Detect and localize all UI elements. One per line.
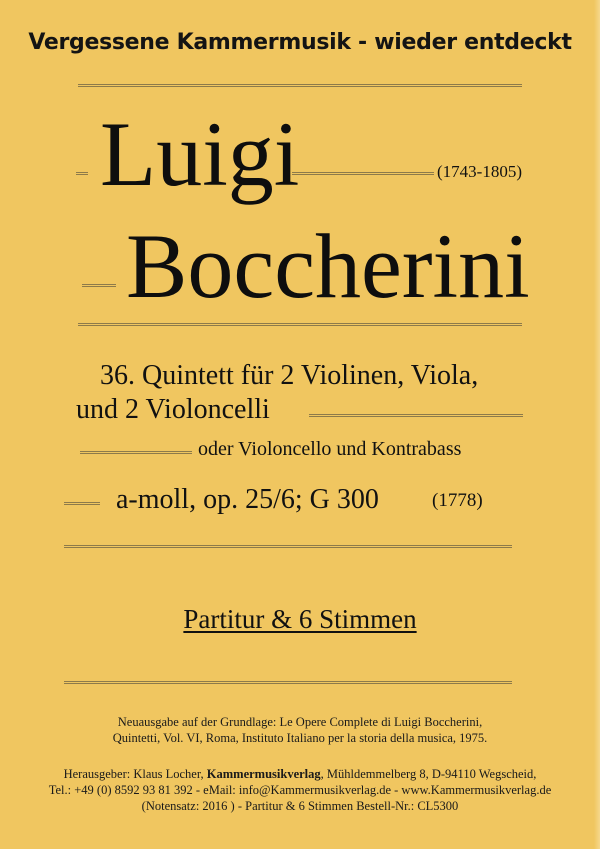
source-note-line2: Quintetti, Vol. VI, Roma, Instituto Italiano per la storia della musica, 1975. <box>112 731 488 745</box>
divider-rule <box>80 451 192 454</box>
divider-rule <box>82 284 116 287</box>
work-title-line3: oder Violoncello und Kontrabass <box>198 438 462 460</box>
series-title: Vergessene Kammermusik - wieder entdeckt <box>28 30 572 55</box>
divider-rule <box>64 681 512 684</box>
work-key-opus: a-moll, op. 25/6; G 300 <box>116 484 379 515</box>
work-title-line2: und 2 Violoncelli <box>76 394 270 425</box>
divider-rule <box>309 414 523 417</box>
divider-rule <box>78 84 522 87</box>
publisher-order-info: (Notensatz: 2016 ) - Partitur & 6 Stimmen Bestell-Nr.: CL5300 <box>141 799 459 813</box>
divider-rule <box>78 323 522 326</box>
composer-first-name: Luigi <box>100 103 300 205</box>
edition-type: Partitur & 6 Stimmen <box>183 604 417 634</box>
divider-rule <box>76 172 88 175</box>
publisher-line1 <box>0 766 600 782</box>
source-note-line1: Neuausgabe auf der Grundlage: Le Opere Complete di Luigi Boccherini, <box>117 715 483 729</box>
divider-rule <box>64 502 100 505</box>
publisher-address: , Mühldemmelberg 8, D-94110 Wegscheid, <box>320 767 537 781</box>
work-year: (1778) <box>432 490 483 511</box>
work-title-line1: 36. Quintett für 2 Violinen, Viola, <box>100 360 479 391</box>
publisher-contact: Tel.: +49 (0) 8592 93 81 392 - eMail: info@Kammermusikverlag.de - www.Kammermusikverlag.de <box>48 783 552 797</box>
divider-rule <box>292 172 434 175</box>
publisher-name: Kammermusikverlag <box>206 767 321 781</box>
publisher-prefix: Herausgeber: Klaus Locher, <box>63 767 207 781</box>
composer-last-name: Boccherini <box>126 215 530 317</box>
composer-dates: (1743-1805) <box>437 162 522 181</box>
divider-rule <box>64 545 512 548</box>
